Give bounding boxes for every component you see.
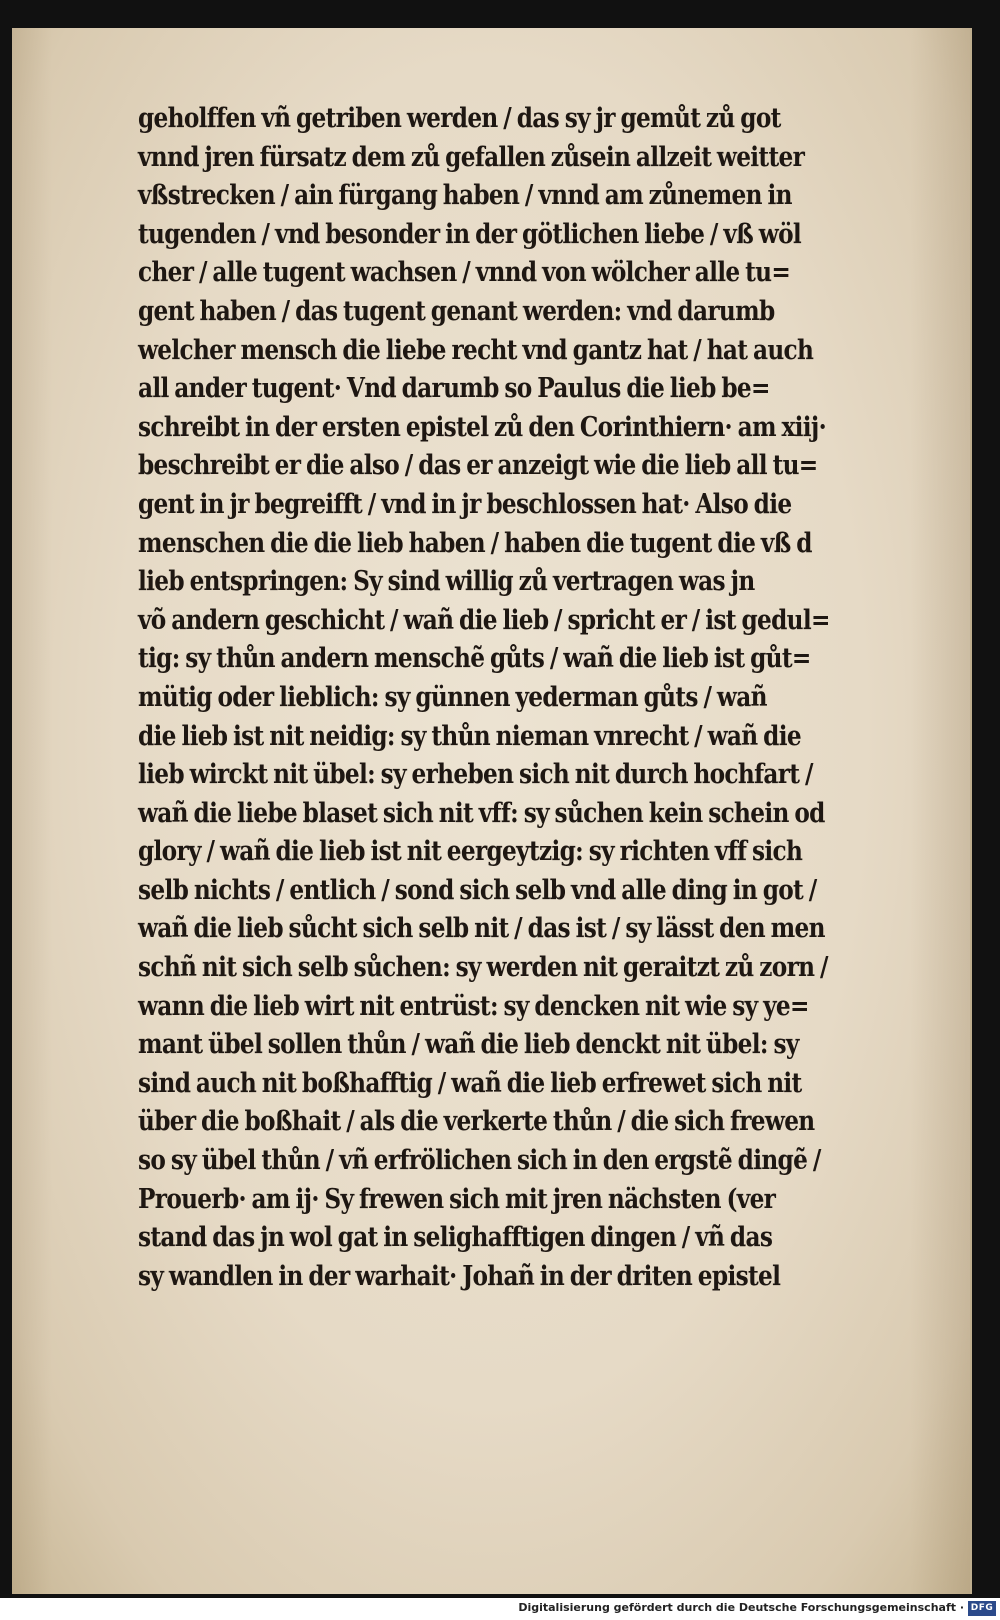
text-line: mütig oder lieblich: sy günnen yederman gůts / wañ — [138, 681, 767, 713]
text-line: sind auch nit boßhafftig / wañ die lieb erfrewet sich nit — [138, 1067, 802, 1099]
text-line: stand das jn wol gat in selighafftigen dingen / vñ das — [138, 1222, 773, 1254]
text-line: über die boßhait / als die verkerte thůn / die sich frewen — [138, 1106, 815, 1138]
text-line: tig: sy thůn andern menschẽ gůts / wañ die lieb ist gůt= — [138, 643, 811, 675]
text-line: wañ die lieb sůcht sich selb nit / das ist / sy lässt den men — [138, 913, 825, 945]
text-line: mant übel sollen thůn / wañ die lieb denckt nit übel: sy — [138, 1029, 799, 1061]
text-line: schñ nit sich selb sůchen: sy werden nit geraitzt zů zorn / — [138, 952, 828, 984]
text-line: gent in jr begreifft / vnd in jr beschlossen hat· Also die — [138, 488, 792, 520]
text-line: Prouerb· am ij· Sy frewen sich mit jren nächsten (ver — [138, 1183, 776, 1215]
text-line: wann die lieb wirt nit entrüst: sy dencken nit wie sy ye= — [138, 990, 809, 1022]
text-line: welcher mensch die liebe recht vnd gantz hat / hat auch — [138, 334, 814, 366]
text-line: wañ die liebe blaset sich nit vff: sy sůchen kein schein od — [138, 797, 825, 829]
text-line: so sy übel thůn / vñ erfrölichen sich in den ergstẽ dingẽ / — [138, 1145, 821, 1177]
text-line: schreibt in der ersten epistel zů den Corinthiern· am xiij· — [138, 411, 827, 443]
text-line: tugenden / vnd besonder in der götlichen liebe / vß wöl — [138, 218, 802, 250]
text-line: vnnd jren fürsatz dem zů gefallen zůsein allzeit weitter — [138, 141, 805, 173]
text-line: cher / alle tugent wachsen / vnnd von wölcher alle tu= — [138, 257, 791, 289]
text-line: gent haben / das tugent genant werden: vnd darumb — [138, 295, 775, 327]
text-line: lieb wirckt nit übel: sy erheben sich nit durch hochfart / — [138, 759, 813, 791]
page-gutter-shadow — [12, 28, 52, 1594]
text-line: all ander tugent· Vnd darumb so Paulus die lieb be= — [138, 373, 770, 405]
text-line: die lieb ist nit neidig: sy thůn nieman vnrecht / wañ die — [138, 720, 801, 752]
text-line: lieb entspringen: Sy sind willig zů vertragen was jn — [138, 566, 755, 598]
text-line: beschreibt er die also / das er anzeigt wie die lieb all tu= — [138, 450, 818, 482]
text-line: glory / wañ die lieb ist nit eergeytzig: sy richten vff sich — [138, 836, 803, 868]
text-line: sy wandlen in der warhait· Johañ in der driten epistel — [138, 1260, 781, 1292]
text-block — [138, 100, 898, 1296]
text-line: selb nichts / entlich / sond sich selb vnd alle ding in got / — [138, 874, 817, 906]
page-edge-shadow — [910, 28, 970, 1594]
text-line: geholffen vñ getriben werden / das sy jr gemůt zů got — [138, 103, 781, 134]
text-line: võ andern geschicht / wañ die lieb / spricht er / ist gedul= — [138, 604, 830, 636]
funding-credit: Digitalisierung gefördert durch die Deutsche Forschungsgemeinschaft · — [518, 1601, 964, 1614]
footer-bar — [0, 1598, 1000, 1620]
text-line: vßstrecken / ain fürgang haben / vnnd am zůnemen in — [138, 180, 792, 212]
dfg-logo-icon: DFG — [968, 1601, 996, 1616]
book-page — [12, 28, 972, 1594]
text-line: menschen die die lieb haben / haben die tugent die vß d — [138, 527, 812, 559]
